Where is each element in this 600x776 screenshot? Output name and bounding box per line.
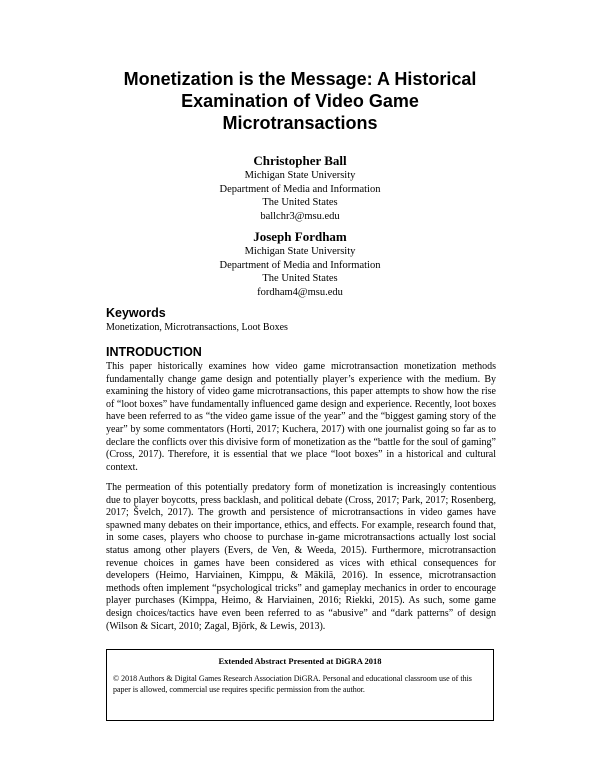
- author-block-1: [100, 152, 500, 223]
- author-department: Department of Media and Information: [219, 183, 381, 195]
- introduction-heading: INTRODUCTION: [106, 345, 202, 359]
- title-line-3: Microtransactions: [222, 113, 378, 133]
- author-name: Joseph Fordham: [253, 229, 347, 244]
- author-affiliation: Michigan State University: [244, 170, 356, 181]
- copyright-notice-box: [106, 649, 494, 721]
- keywords-heading: Keywords: [106, 306, 166, 320]
- author-country: The United States: [262, 273, 338, 284]
- paper-title: [60, 68, 540, 134]
- author-department: Department of Media and Information: [219, 259, 381, 271]
- author-email: ballchr3@msu.edu: [260, 210, 340, 222]
- author-email: fordham4@msu.edu: [257, 286, 343, 298]
- keywords-text: Monetization, Microtransactions, Loot Boxes: [106, 322, 288, 333]
- title-line-1: Monetization is the Message: A Historical: [123, 69, 477, 89]
- author-country: The United States: [262, 197, 338, 208]
- introduction-paragraph-2: The permeation of this potentially predatory form of monetization is increasingly contentious due to player boycotts, press backlash, and political debate (Cross, 2017; Park, 2017; Rosenberg, 2017; Švelch, 2017). The growth and persistence of microtransactions in video games have spawned many debates on their importance, ethics, and effects. For example, research found that, in some cases, players who choose to purchase in-game microtransactions actually lost social status among other players (Evers, de Ven, & Weeda, 2015). Furthermore, microtransaction revenue choices in games have been considered as vices with ethical consequences for developers (Heimo, Harviainen, Kimppu, & Mäkilä, 2016). In essence, microtransaction methods often implement “psychological tricks” and gameplay mechanics in order to encourage player purchases (Kimppa, Heimo, & Harviainen, 2016; Riekki, 2015). As such, some game design choices/tactics have even been referred to as “abusive” and “dark patterns” of design (Wilson & Sicart, 2010; Zagal, Björk, & Lewis, 2013).: [106, 482, 496, 632]
- notice-text: © 2018 Authors & Digital Games Research Association DiGRA. Personal and educational classroom use of this paper is allowed, commercial use requires specific permission from the author.: [113, 674, 472, 694]
- author-name: Christopher Ball: [253, 153, 347, 168]
- title-line-2: Examination of Video Game: [181, 91, 419, 111]
- introduction-paragraph-1: This paper historically examines how video game microtransaction monetization methods fundamentally change game design and potentially player’s experience with the medium. By examining the history of video game microtransactions, this paper attempts to show how the rise of “loot boxes” have fundamentally influenced game design and experience. Recently, loot boxes have been referred to as “the video game issue of the year” and the “biggest gaming story of the year” by some commentators (Horti, 2017; Kuchera, 2017) with one journalist going so far as to declare the conflicts over this divisive form of monetization as the “battle for the soul of gaming” (Cross, 2017). Therefore, it is essential that we place “loot boxes” in a historical and cultural context.: [106, 361, 496, 473]
- author-affiliation: Michigan State University: [244, 246, 356, 257]
- author-block-2: [100, 228, 500, 299]
- notice-title: Extended Abstract Presented at DiGRA 2018: [218, 656, 382, 666]
